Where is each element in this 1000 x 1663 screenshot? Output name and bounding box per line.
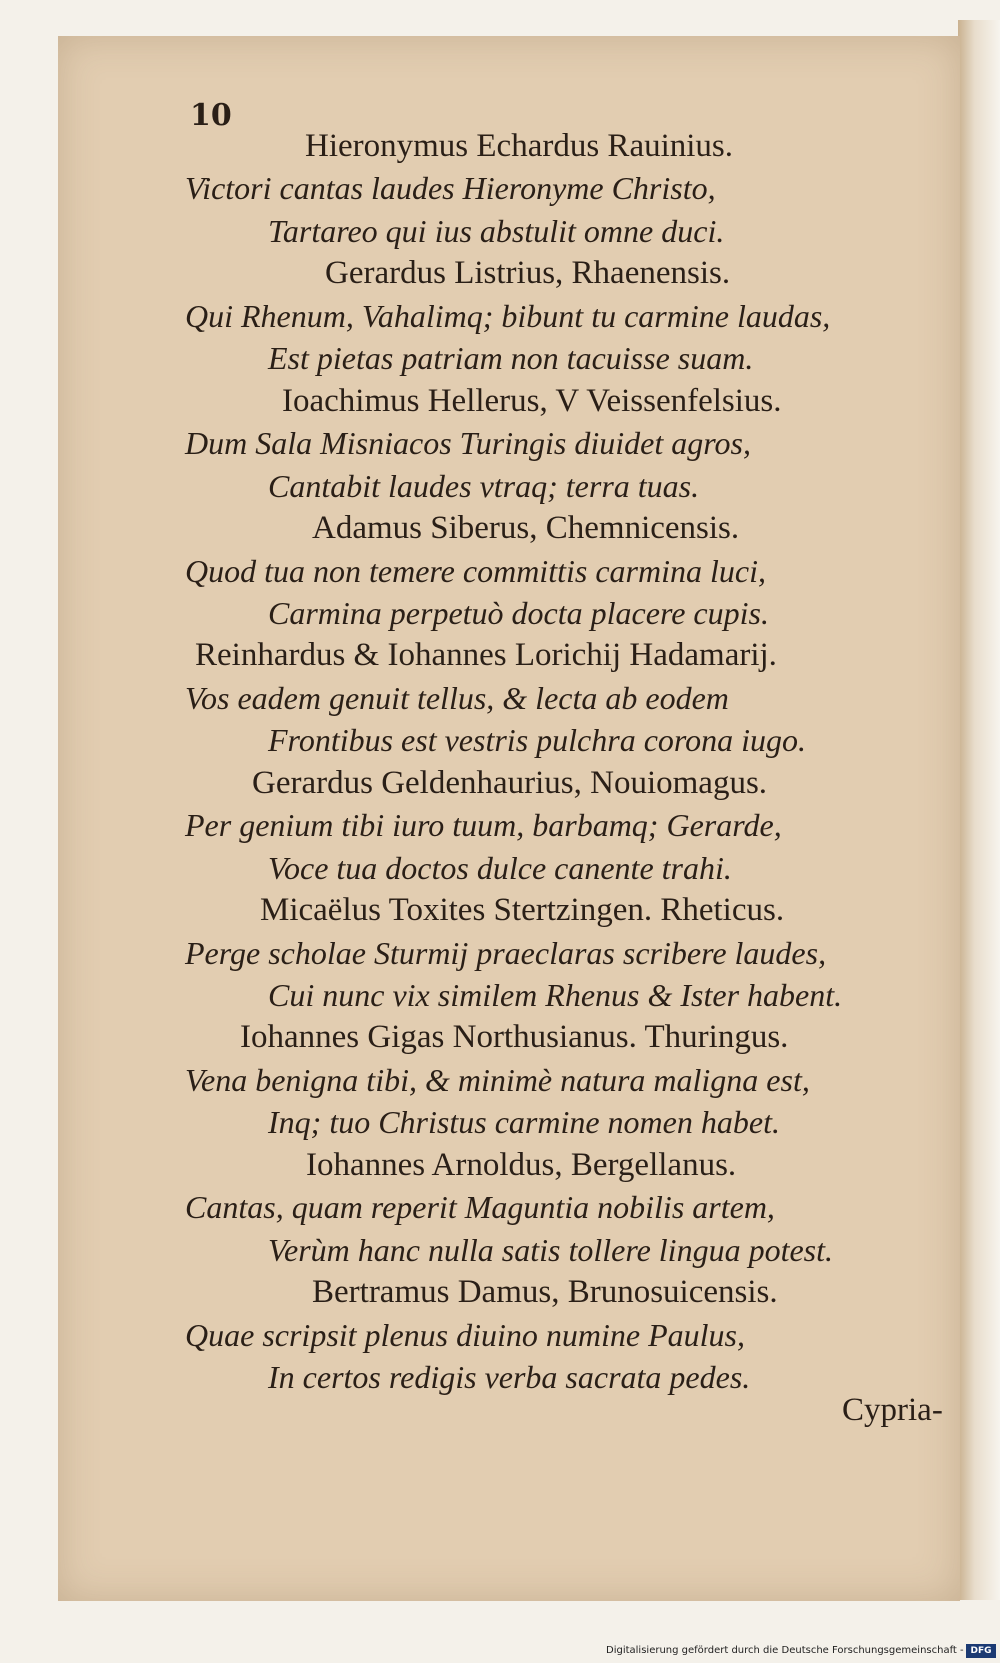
text-line: Ioachimus Hellerus, V Veissenfelsius. bbox=[282, 383, 782, 419]
text-line: Gerardus Geldenhaurius, Nouiomagus. bbox=[252, 765, 768, 801]
text-line: Vos eadem genuit tellus, & lecta ab eodem bbox=[185, 680, 729, 716]
page-edge bbox=[958, 20, 1000, 1600]
text-line: Dum Sala Misniacos Turingis diuidet agros, bbox=[185, 425, 751, 461]
text-line: Vena benigna tibi, & minimè natura maligna est, bbox=[185, 1062, 810, 1098]
text-line: Adamus Siberus, Chemnicensis. bbox=[312, 510, 740, 546]
text-line: Per genium tibi iuro tuum, barbamq; Gerarde, bbox=[185, 807, 782, 843]
text-line: Carmina perpetuò docta placere cupis. bbox=[268, 595, 769, 631]
text-line: Reinhardus & Iohannes Lorichij Hadamarij. bbox=[195, 637, 777, 673]
text-line: Micaëlus Toxites Stertzingen. Rheticus. bbox=[260, 892, 785, 928]
text-line: Voce tua doctos dulce canente trahi. bbox=[268, 850, 732, 886]
text-line: In certos redigis verba sacrata pedes. bbox=[268, 1359, 751, 1395]
footer-credit: Digitalisierung gefördert durch die Deutsche Forschungsgemeinschaft - bbox=[606, 1645, 964, 1656]
text-line: Inq; tuo Christus carmine nomen habet. bbox=[268, 1104, 780, 1140]
text-line: Qui Rhenum, Vahalimq; bibunt tu carmine laudas, bbox=[185, 298, 831, 334]
text-line: Est pietas patriam non tacuisse suam. bbox=[268, 340, 754, 376]
text-line: Quae scripsit plenus diuino numine Paulus, bbox=[185, 1317, 745, 1353]
catchword: Cypria- bbox=[842, 1392, 943, 1428]
text-line: Cui nunc vix similem Rhenus & Ister habent. bbox=[268, 977, 843, 1013]
text-line: Perge scholae Sturmij praeclaras scribere laudes, bbox=[185, 935, 827, 971]
text-line: Cantabit laudes vtraq; terra tuas. bbox=[268, 468, 700, 504]
text-line: Verùm hanc nulla satis tollere lingua potest. bbox=[268, 1232, 833, 1268]
page-number: 10 bbox=[190, 98, 232, 133]
text-line: Bertramus Damus, Brunosuicensis. bbox=[312, 1274, 778, 1310]
text-line: Gerardus Listrius, Rhaenensis. bbox=[325, 255, 731, 291]
text-line: Hieronymus Echardus Rauinius. bbox=[305, 128, 734, 164]
dfg-logo: DFG bbox=[966, 1644, 996, 1658]
text-line: Victori cantas laudes Hieronyme Christo, bbox=[185, 170, 716, 206]
text-line: Iohannes Arnoldus, Bergellanus. bbox=[306, 1147, 737, 1183]
text-line: Tartareo qui ius abstulit omne duci. bbox=[268, 213, 725, 249]
text-line: Iohannes Gigas Northusianus. Thuringus. bbox=[240, 1019, 789, 1055]
text-line: Cantas, quam reperit Maguntia nobilis artem, bbox=[185, 1189, 775, 1225]
text-line: Frontibus est vestris pulchra corona iugo. bbox=[268, 722, 807, 758]
text-line: Quod tua non temere committis carmina luci, bbox=[185, 553, 766, 589]
